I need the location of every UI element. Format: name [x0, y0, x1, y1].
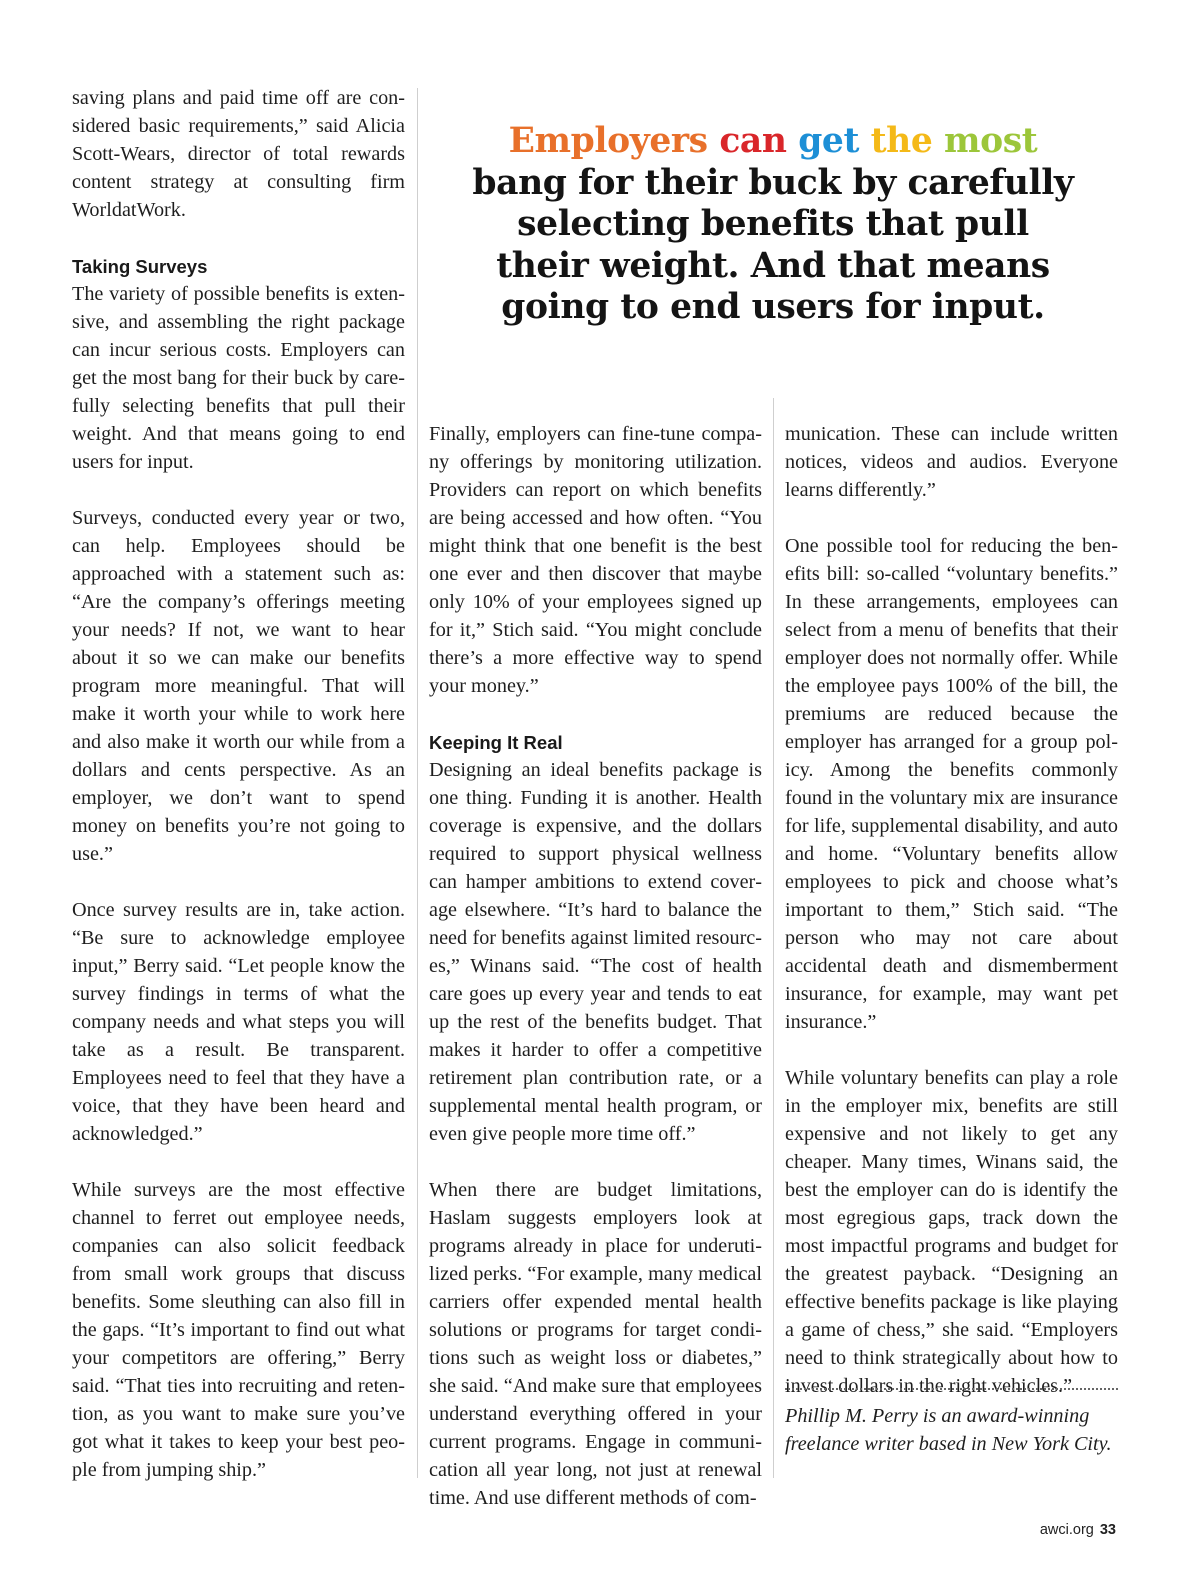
pull-quote-word: the [870, 121, 933, 161]
pull-quote-line-3: selecting benefits that pull [517, 204, 1029, 244]
paragraph: One possible tool for reducing the benefits bill: so-called “voluntary benefits.” In these arrangements, employees can select from a menu of benefits that their employer does not normally offer. While the employee pays 100% of the bill, the premiums are reduced because the employer has arranged for a group policy. Among the benefits commonly found in the voluntary mix are insurance for life, supplemental disability, and auto and home. “Voluntary benefits allow employees to pick and choose what’s important to them,” Stich said. “The person who may not care about accidental death and dismemberment insurance, for example, may want pet insurance.” [785, 535, 1118, 1033]
paragraph: Finally, employers can fine-tune company offerings by monitoring utilization. Providers can report on which benefits are being accessed and how often. “You might think that one benefit is the best one ever and then discover that maybe only 10% of your employees signed up for it,” Stich said. “You might conclude there’s a more effective way to spend your money.” [429, 423, 762, 697]
footer-site: awci.org [1039, 1522, 1094, 1538]
pull-quote-word: most [944, 121, 1038, 161]
paragraph: munication. These can include written notices, videos and audios. Everyone learns differently.” [785, 423, 1118, 501]
paragraph: Once survey results are in, take action. “Be sure to acknowledge employee input,” Berry said. “Let people know the survey findings in terms of what the company needs and what steps you will take as a result. Be transparent. Employees need to feel that they have a voice, that they have been heard and acknowledged.” [72, 899, 405, 1145]
pull-quote-line-5: going to end users for input. [501, 287, 1045, 327]
section-heading-taking-surveys: Taking Surveys [72, 256, 208, 277]
pull-quote [428, 121, 1118, 329]
article-column-2 [429, 420, 762, 1512]
article-column-3 [785, 420, 1118, 1400]
page-footer [1040, 1522, 1116, 1538]
column-divider-right [773, 398, 774, 1478]
pull-quote-word: can [719, 121, 787, 161]
pull-quote-line-4: their weight. And that means [496, 245, 1050, 286]
paragraph: When there are budget limitations, Haslam suggests employers look at programs already in place for underutilized perks. “For example, many medical carriers offer expended mental health solutions or programs for target conditions such as weight loss or diabetes,” she said. “And make sure that employees understand everything offered in your current programs. Engage in communication all year long, not just at renewal time. And use different methods of com- [429, 1179, 762, 1509]
column-divider-left [417, 88, 418, 1478]
paragraph: The variety of possible benefits is extensive, and assembling the right package can incur serious costs. Employers can get the most bang for their buck by carefully selecting benefits that pull their weight. And that means going to end users for input. [72, 283, 405, 473]
page-number: 33 [1099, 1522, 1116, 1538]
paragraph: Designing an ideal benefits package is one thing. Funding it is another. Health coverage is expensive, and the dollars required to support physical wellness can hamper ambitions to extend coverage elsewhere. “It’s hard to balance the need for benefits against limited resources,” Winans said. “The cost of health care goes up every year and tends to eat up the rest of the benefits budget. That makes it harder to offer a competitive retirement plan contribution rate, or a supplemental mental health program, or even give people more time off.” [429, 759, 762, 1145]
byline-separator [785, 1388, 1118, 1390]
paragraph: While voluntary benefits can play a role in the employer mix, benefits are still expensive and not likely to get any cheaper. Many times, Winans said, the best the employer can do is identify the most egregious gaps, track down the most impactful programs and budget for the greatest payback. “Designing an effective benefits package is like playing a game of chess,” she said. “Employers need to think strategically about how to invest dollars in the right vehicles.” [785, 1067, 1118, 1397]
pull-quote-word: Employers [508, 121, 708, 161]
pull-quote-line-1 [428, 121, 1118, 163]
article-column-1 [72, 84, 405, 1484]
pull-quote-line-2: bang for their buck by carefully [472, 162, 1074, 203]
pull-quote-word: get [798, 121, 860, 161]
paragraph: Surveys, conducted every year or two, can help. Employees should be approached with a statement such as: “Are the company’s offerings meeting your needs? If not, we want to hear about it so we can make our benefits program more meaningful. That will make it worth your while to work here and also make it worth our while from a dollars and cents perspective. As an employer, we don’t want to spend money on benefits you’re not going to use.” [72, 507, 405, 865]
section-heading-keeping-it-real: Keeping It Real [429, 732, 563, 753]
paragraph: While surveys are the most effective channel to ferret out employee needs, companies can also solicit feedback from small work groups that discuss benefits. Some sleuthing can also fill in the gaps. “It’s important to find out what your competitors are offering,” Berry said. “That ties into recruiting and retention, as you want to make sure you’ve got what it takes to keep your best people from jumping ship.” [72, 1179, 405, 1481]
author-byline: Phillip M. Perry is an award-winning freelance writer based in New York City. [785, 1405, 1112, 1455]
paragraph: saving plans and paid time off are considered basic requirements,” said Alicia Scott-Wears, director of total rewards content strategy at consulting firm WorldatWork. [72, 87, 405, 221]
